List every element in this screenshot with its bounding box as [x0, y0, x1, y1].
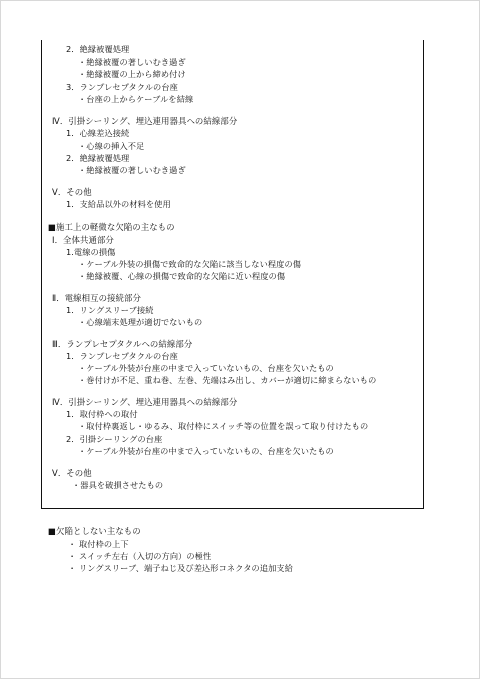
- section-iv-ceiling-switch: Ⅳ．引掛シーリング、埋込連用器具への結線部分: [52, 116, 238, 126]
- section-v-other: Ⅴ．その他: [52, 187, 92, 197]
- heading-minor-defects: ■施工上の軽微な欠陥の主なもの: [48, 222, 175, 232]
- bullet-over-stripping-2: ・絶縁被覆の著しいむき過ぎ: [78, 165, 186, 175]
- bullet-damaged-fixture: ・器具を破損させたもの: [72, 480, 164, 490]
- bullet-core-end-processing: ・心線端末処理が適切でないもの: [78, 317, 203, 327]
- bullet-frame-orientation: ・ 取付枠の上下: [68, 539, 129, 549]
- bullet-winding-issues: ・巻付けが不足、重ね巻、左巻、先端はみ出し、カバーが適切に締まらないもの: [78, 375, 377, 385]
- bullet-additional-supply: ・ リングスリーブ、端子ねじ及び差込形コネクタの追加支給: [68, 563, 293, 573]
- bullet-wiring-above-base: ・台座の上からケーブルを結線: [78, 94, 194, 104]
- item-insulation-processing-2: 2．絶縁被覆処理: [66, 153, 130, 163]
- item-ring-sleeve: 1．リングスリーブ接続: [66, 305, 154, 315]
- bullet-sheath-not-in-base: ・ケーブル外装が台座の中まで入っていないもの、台座を欠いたもの: [78, 363, 334, 373]
- item-non-supplied-material: 1．支給品以外の材料を使用: [66, 199, 171, 209]
- bullet-insulation-core-damage: ・絶縁被覆、心線の損傷で致命的な欠陥に近い程度の傷: [78, 271, 286, 281]
- bullet-sheath-damage: ・ケーブル外装の損傷で致命的な欠陥に該当しない程度の傷: [78, 259, 302, 269]
- item-receptacle-base: 3．ランプレセプタクルの台座: [66, 82, 178, 92]
- section-v-other-2: Ⅴ．その他: [52, 468, 92, 478]
- item-insulation-processing: 2．絶縁被覆処理: [66, 44, 130, 54]
- item-receptacle-base-2: 1．ランプレセプタクルの台座: [66, 351, 178, 361]
- bullet-clamp-over-insulation: ・絶縁被覆の上から締め付け: [78, 69, 186, 79]
- item-ceiling-base: 2．引掛シーリングの台座: [66, 434, 163, 444]
- heading-not-defects: ■欠陥としない主なもの: [48, 526, 141, 536]
- item-mounting-frame: 1．取付枠への取付: [66, 409, 138, 419]
- bullet-switch-polarity: ・ スイッチ左右（入切の方向）の極性: [68, 551, 212, 561]
- section-iii-receptacle: Ⅲ．ランプレセプタクルへの結線部分: [52, 339, 193, 349]
- bullet-sheath-not-in-base-2: ・ケーブル外装が台座の中まで入っていないもの、台座を欠いたもの: [78, 446, 334, 456]
- section-iv-ceiling-switch-2: Ⅳ．引掛シーリング、埋込連用器具への結線部分: [52, 397, 238, 407]
- bullet-over-stripping: ・絶縁被覆の著しいむき過ぎ: [78, 57, 186, 67]
- bullet-insufficient-insert: ・心線の挿入不足: [78, 141, 145, 151]
- section-ii-wire-connections: Ⅱ．電線相互の接続部分: [52, 293, 141, 303]
- item-wire-damage: 1.電線の損傷: [66, 247, 116, 257]
- bullet-frame-misplacement: ・取付枠裏返し・ゆるみ、取付枠にスイッチ等の位置を誤って取り付けたもの: [78, 421, 369, 431]
- section-i-common: Ⅰ．全体共通部分: [52, 235, 114, 245]
- item-core-insert: 1．心線差込接続: [66, 128, 130, 138]
